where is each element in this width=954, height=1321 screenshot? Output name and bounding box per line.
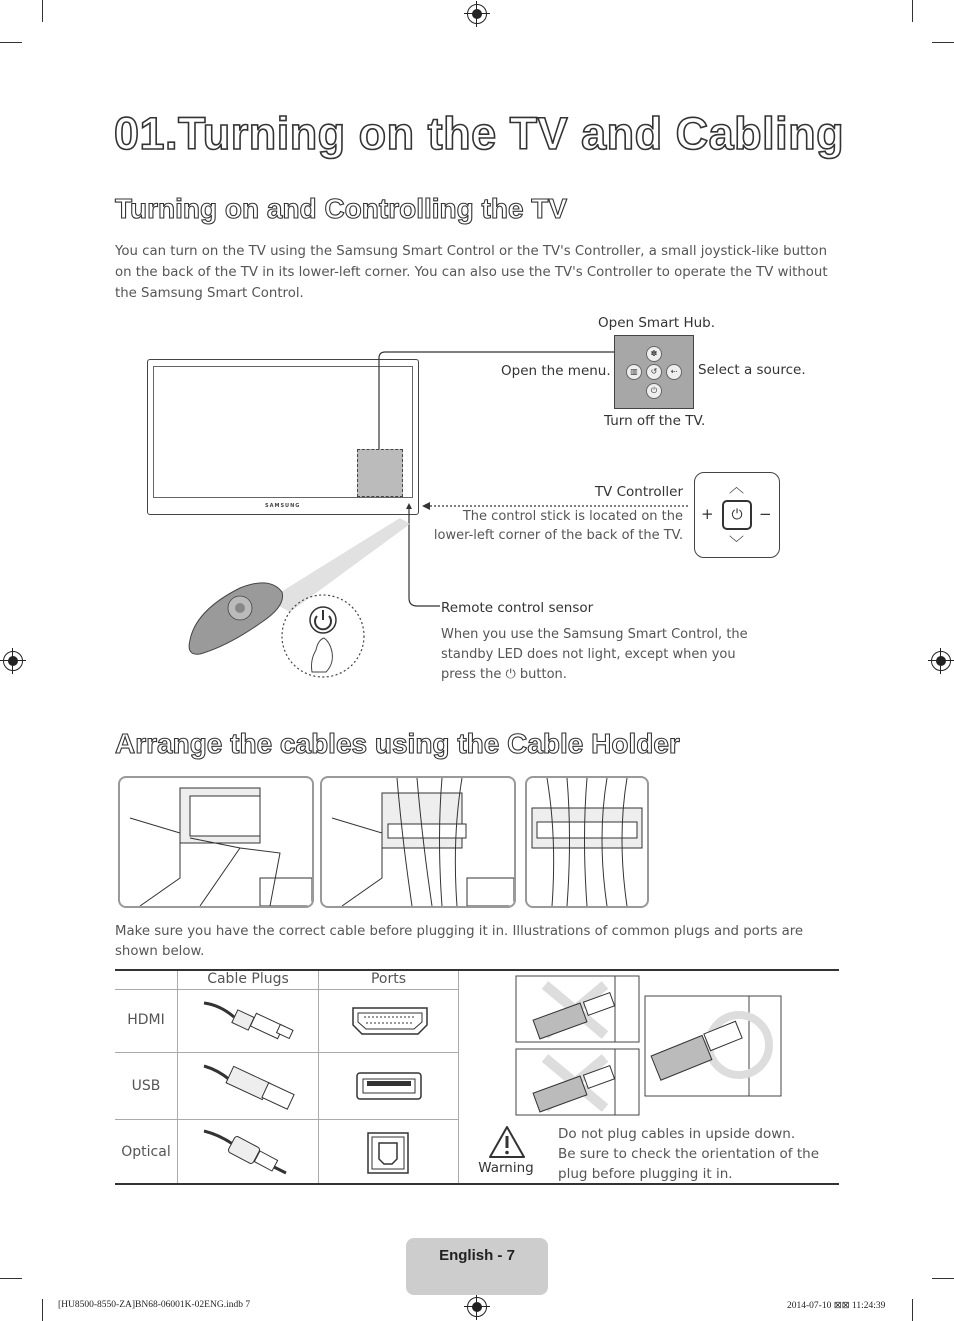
warning-text-3: plug before plugging it in.: [558, 1166, 733, 1182]
usb-plug-icon: [200, 1060, 300, 1116]
print-slug-left: [HU8500-8550-ZA]BN68-06001K-02ENG.indb 7: [58, 1300, 251, 1310]
tv-controller-desc-2: lower-left corner of the back of the TV.: [433, 528, 683, 543]
menu-icon: ▥: [626, 364, 642, 380]
power-icon: ⏻: [646, 383, 662, 399]
registration-mark: [467, 1297, 487, 1317]
power-symbol-icon: ⏻: [505, 667, 516, 682]
remote-sensor-title: Remote control sensor: [441, 600, 594, 616]
table-header-ports: Ports: [370, 971, 407, 987]
warning-text-2: Be sure to check the orientation of the: [558, 1146, 820, 1162]
remote-sensor-desc-3a: press the: [441, 667, 502, 682]
table-header-plugs: Cable Plugs: [207, 971, 289, 987]
crop-mark: [932, 1278, 954, 1279]
table-divider: [115, 1119, 458, 1120]
cable-note: Make sure you have the correct cable before plugging it in. Illustrations of common plugs and ports are shown below.: [115, 924, 804, 959]
label-open-menu: Open the menu.: [501, 363, 611, 379]
tv-controller-desc-1: The control stick is located on the: [462, 509, 683, 524]
table-divider: [458, 971, 459, 1183]
plus-icon: +: [701, 505, 714, 523]
table-divider: [115, 1052, 458, 1053]
page-number: English - 7: [439, 1247, 515, 1264]
hdmi-port-icon: [350, 1005, 430, 1037]
warning-icon: [487, 1124, 527, 1160]
usb-port-icon: [354, 1070, 424, 1102]
table-divider: [318, 971, 319, 1183]
remote-sensor-desc-1: When you use the Samsung Smart Control, the: [441, 627, 748, 642]
crop-mark: [912, 1299, 913, 1321]
row-label-usb: USB: [131, 1078, 161, 1094]
return-icon: ↺: [646, 364, 662, 380]
page-title: 01.Turning on the TV and Cabling: [114, 108, 845, 159]
hdmi-plug-icon: [200, 995, 300, 1047]
remote-sensor-desc-3b: button.: [519, 667, 567, 682]
table-divider: [177, 971, 178, 1183]
chevron-down-icon: ﹀: [729, 534, 745, 552]
row-label-hdmi: HDMI: [127, 1012, 165, 1028]
tv-controller-title: TV Controller: [594, 484, 683, 500]
correct-orientation-image: [644, 995, 782, 1097]
wrong-orientation-image-1: [515, 975, 640, 1043]
warning-text-1: Do not plug cables in upside down.: [558, 1126, 796, 1142]
intro-paragraph: You can turn on the TV using the Samsung Smart Control or the TV's Controller, a small joystick-like button on the back of the TV in its lower-left corner. You can also use the TV's Controller to operate the TV without the Samsung Smart Control.: [115, 244, 828, 301]
minus-icon: −: [759, 505, 772, 523]
optical-plug-icon: [200, 1127, 300, 1179]
remote-sensor-desc-3: [441, 665, 761, 684]
print-slug-right: 2014-07-10 ⊠⊠ 11:24:39: [787, 1301, 886, 1311]
warning-label: Warning: [478, 1160, 534, 1176]
section-heading: Turning on and Controlling the TV: [115, 193, 568, 224]
cable-holder-image-3: [525, 776, 649, 908]
cable-holder-image-1: [118, 776, 314, 908]
tv-brand-logo: SAMSUNG: [265, 503, 301, 509]
row-label-optical: Optical: [121, 1144, 171, 1160]
chevron-up-icon: ︿: [729, 478, 745, 496]
source-icon: ⇠: [666, 364, 682, 380]
label-select-source: Select a source.: [698, 362, 806, 378]
table-divider: [115, 989, 458, 990]
optical-port-icon: [366, 1131, 410, 1175]
label-open-smart-hub: Open Smart Hub.: [598, 315, 716, 331]
label-turn-off: Turn off the TV.: [604, 413, 706, 429]
smart-hub-icon: ✽: [646, 346, 662, 362]
controller-power-icon: ⏻: [722, 500, 752, 530]
crop-mark: [42, 1299, 43, 1321]
cable-section-heading: Arrange the cables using the Cable Holder: [115, 728, 680, 759]
crop-mark: [0, 1278, 22, 1279]
remote-sensor-desc-2: standby LED does not light, except when you: [441, 647, 736, 662]
wrong-orientation-image-2: [515, 1048, 640, 1116]
cable-holder-image-2: [320, 776, 516, 908]
